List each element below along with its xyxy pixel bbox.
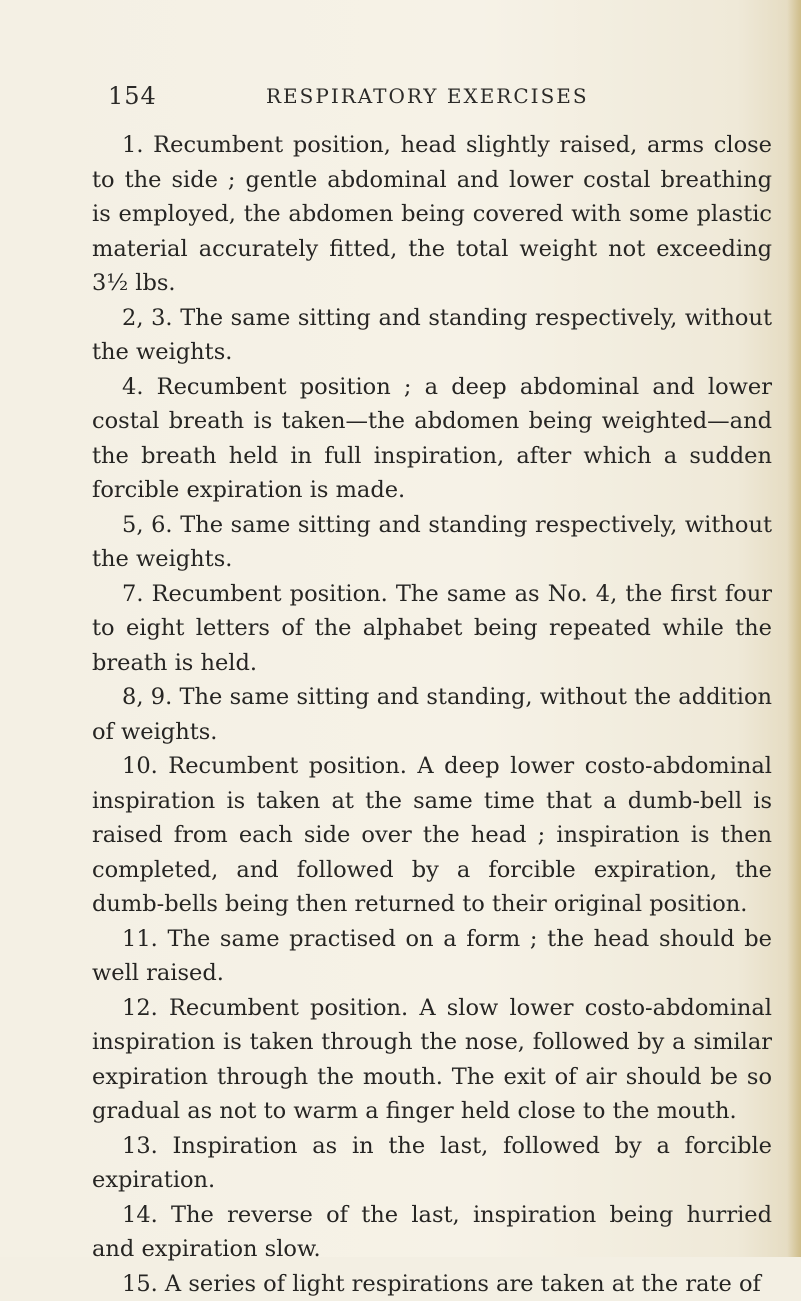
exercise-paragraph: 12. Recumbent position. A slow lower costo-abdominal inspiration is taken through the nose, followed by a similar expiration through the mouth. The exit of air should be so gradual as not to warm a finger held close to the mouth.	[92, 991, 772, 1129]
exercise-paragraph: 15. A series of light respirations are taken at the rate of	[92, 1267, 772, 1301]
exercise-paragraph: 1. Recumbent position, head slightly raised, arms close to the side ; gentle abdominal and lower costal breathing is employed, the abdomen being covered with some plastic material accurately fitted, the total weight not exceeding 3½ lbs.	[92, 128, 772, 301]
body-text	[92, 128, 772, 1301]
page-header	[108, 82, 668, 116]
exercise-paragraph: 5, 6. The same sitting and standing respectively, without the weights.	[92, 508, 772, 577]
exercise-paragraph: 14. The reverse of the last, inspiration being hurried and expiration slow.	[92, 1198, 772, 1267]
page-number: 154	[108, 82, 157, 110]
exercise-paragraph: 10. Recumbent position. A deep lower costo-abdominal inspiration is taken at the same time that a dumb-bell is raised from each side over the head ; inspiration is then completed, and followed by a forcible expiration, the dumb-bells being then returned to their original position.	[92, 749, 772, 922]
page-edge-shadow	[787, 0, 801, 1257]
exercise-paragraph: 8, 9. The same sitting and standing, without the addition of weights.	[92, 680, 772, 749]
running-head: RESPIRATORY EXERCISES	[266, 84, 589, 108]
exercise-paragraph: 13. Inspiration as in the last, followed by a forcible expiration.	[92, 1129, 772, 1198]
exercise-paragraph: 4. Recumbent position ; a deep abdominal and lower costal breath is taken—the abdomen being weighted—and the breath held in full inspiration, after which a sudden forcible expiration is made.	[92, 370, 772, 508]
exercise-paragraph: 7. Recumbent position. The same as No. 4, the first four to eight letters of the alphabet being repeated while the breath is held.	[92, 577, 772, 681]
exercise-paragraph: 11. The same practised on a form ; the head should be well raised.	[92, 922, 772, 991]
exercise-paragraph: 2, 3. The same sitting and standing respectively, without the weights.	[92, 301, 772, 370]
